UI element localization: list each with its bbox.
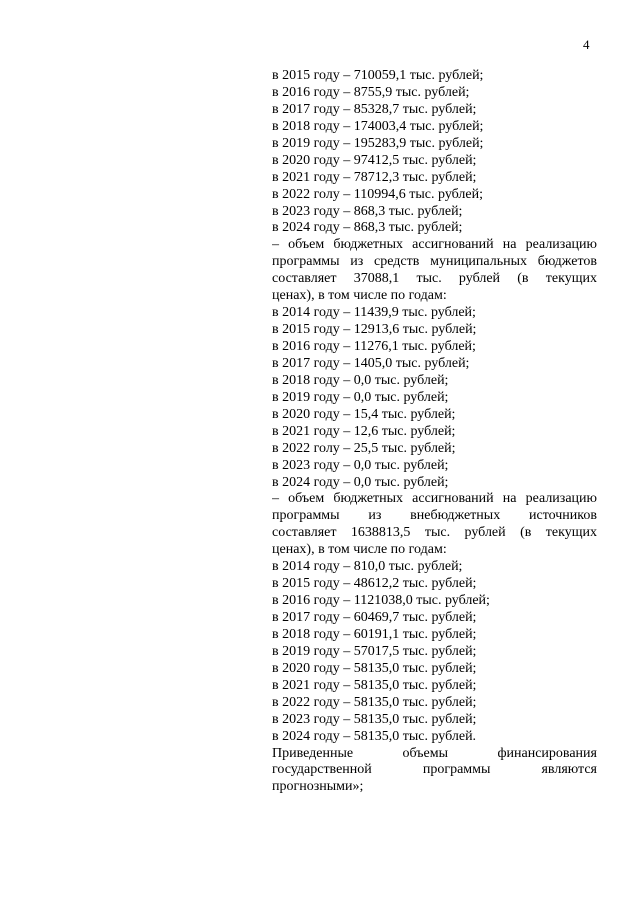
year-line: в 2021 году – 12,6 тыс. рублей; [272, 423, 456, 439]
paragraph-line: программы из внебюджетных источников [272, 508, 597, 524]
year-line: в 2019 году – 57017,5 тыс. рублей; [272, 643, 477, 659]
year-line: в 2022 голу – 25,5 тыс. рублей; [272, 440, 456, 456]
extrabudgetary-paragraph [272, 491, 597, 559]
year-line: в 2018 году – 0,0 тыс. рублей; [272, 372, 449, 388]
paragraph-line: составляет 37088,1 тыс. рублей (в текущих [272, 271, 597, 287]
year-line: в 2014 году – 810,0 тыс. рублей; [272, 559, 463, 575]
year-line: в 2022 голу – 110994,6 тыс. рублей; [272, 186, 484, 202]
year-line: в 2016 году – 1121038,0 тыс. рублей; [272, 593, 490, 609]
year-line: в 2016 году – 8755,9 тыс. рублей; [272, 84, 470, 100]
paragraph-line: составляет 1638813,5 тыс. рублей (в текущих [272, 525, 597, 541]
year-line: в 2021 году – 58135,0 тыс. рублей; [272, 677, 477, 693]
municipal-budget-paragraph [272, 237, 597, 305]
paragraph-line: ценах), в том числе по годам: [272, 288, 447, 304]
paragraph-line: Приведенные объемы финансирования [272, 745, 597, 761]
year-line: в 2017 году – 60469,7 тыс. рублей; [272, 610, 477, 625]
paragraph-line: ценах), в том числе по годам: [272, 542, 447, 558]
paragraph-line: – объем бюджетных ассигнований на реализацию [272, 237, 597, 253]
forecast-note-paragraph [272, 746, 597, 797]
year-line: в 2015 году – 48612,2 тыс. рублей; [272, 576, 477, 592]
paragraph-line: программы из средств муниципальных бюджетов [272, 254, 597, 270]
paragraph-line: прогнозными»; [272, 779, 364, 795]
year-line: в 2015 году – 710059,1 тыс. рублей; [272, 68, 484, 83]
year-line: в 2020 году – 15,4 тыс. рублей; [272, 406, 456, 422]
year-line: в 2019 году – 195283,9 тыс. рублей; [272, 135, 484, 151]
paragraph-line: – объем бюджетных ассигнований на реализацию [272, 491, 597, 507]
year-line: в 2020 году – 58135,0 тыс. рублей; [272, 660, 477, 676]
year-line: в 2024 году – 58135,0 тыс. рублей. [272, 728, 477, 744]
year-line: в 2019 году – 0,0 тыс. рублей; [272, 389, 449, 405]
year-line: в 2023 году – 58135,0 тыс. рублей; [272, 711, 477, 727]
block-1 [272, 68, 597, 237]
year-line: в 2017 году – 85328,7 тыс. рублей; [272, 101, 477, 117]
page-number: 4 [583, 37, 590, 52]
year-line: в 2017 году – 1405,0 тыс. рублей; [272, 355, 470, 371]
document-body [272, 68, 597, 796]
block-2 [272, 305, 597, 491]
year-line: в 2020 году – 97412,5 тыс. рублей; [272, 152, 477, 168]
paragraph-line: государственной программы являются [272, 762, 597, 778]
year-line: в 2023 году – 0,0 тыс. рублей; [272, 457, 449, 473]
year-line: в 2024 году – 0,0 тыс. рублей; [272, 474, 449, 490]
year-line: в 2021 году – 78712,3 тыс. рублей; [272, 169, 477, 185]
year-line: в 2018 году – 174003,4 тыс. рублей; [272, 118, 484, 134]
year-line: в 2016 году – 11276,1 тыс. рублей; [272, 339, 476, 354]
year-line: в 2018 году – 60191,1 тыс. рублей; [272, 626, 477, 642]
year-line: в 2015 году – 12913,6 тыс. рублей; [272, 322, 477, 338]
year-line: в 2024 году – 868,3 тыс. рублей; [272, 220, 463, 236]
block-3 [272, 559, 597, 745]
year-line: в 2022 году – 58135,0 тыс. рублей; [272, 694, 477, 710]
year-line: в 2023 году – 868,3 тыс. рублей; [272, 203, 463, 219]
year-line: в 2014 году – 11439,9 тыс. рублей; [272, 305, 476, 321]
